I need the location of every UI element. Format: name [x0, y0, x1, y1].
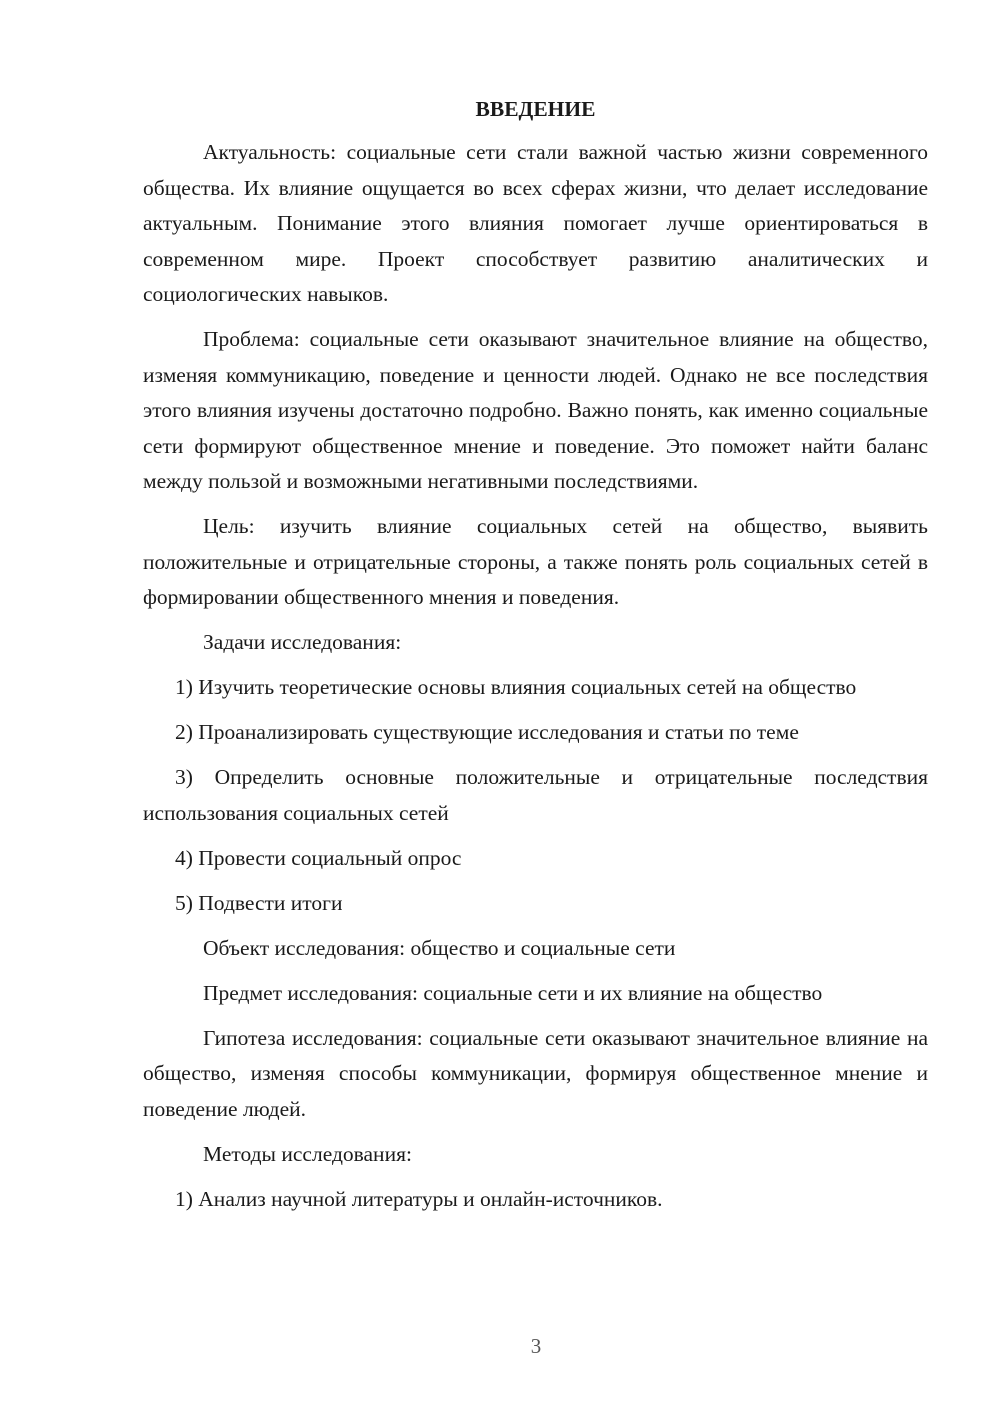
- object-line: Объект исследования: общество и социальные сети: [203, 935, 676, 960]
- page-number: 3: [530, 1334, 542, 1358]
- relevance-paragraph: Актуальность: социальные сети стали важной частью жизни современного общества. Их влияние ощущается во всех сферах жизни, что делает исследование актуальным. Понимание этого влияния помогает лучше ориентироваться в современном мире. Проект способствует развитию аналитических и социологических навыков.: [143, 140, 928, 306]
- methods-heading: Методы исследования:: [203, 1141, 412, 1166]
- task-item: 4) Провести социальный опрос: [175, 845, 462, 870]
- problem-paragraph: Проблема: социальные сети оказывают значительное влияние на общество, изменяя коммуникацию, поведение и ценности людей. Однако не все последствия этого влияния изучены достаточно подробно. Важно понять, как именно социальные сети формируют общественное мнение и поведение. Это поможет найти баланс между пользой и возможными негативными последствиями.: [143, 327, 928, 493]
- tasks-heading: Задачи исследования:: [203, 630, 402, 654]
- page-title: ВВЕДЕНИЕ: [475, 97, 596, 121]
- task-item: 5) Подвести итоги: [175, 890, 343, 915]
- goal-paragraph: Цель: изучить влияние социальных сетей на общество, выявить положительные и отрицательные стороны, а также понять роль социальных сетей в формировании общественного мнения и поведения.: [143, 514, 928, 609]
- task-item: 1) Изучить теоретические основы влияния социальных сетей на общество: [175, 675, 857, 699]
- subject-line: Предмет исследования: социальные сети и их влияние на общество: [203, 980, 823, 1005]
- hypothesis-paragraph: Гипотеза исследования: социальные сети оказывают значительное влияние на общество, изменяя способы коммуникации, формируя общественное мнение и поведение людей.: [143, 1025, 928, 1121]
- method-item: 1) Анализ научной литературы и онлайн-источников.: [175, 1186, 663, 1211]
- task-item: 2) Проанализировать существующие исследования и статьи по теме: [175, 720, 799, 744]
- task-item: 3) Определить основные положительные и отрицательные последствия использования социальных сетей: [143, 765, 928, 825]
- document-page: [143, 92, 928, 1227]
